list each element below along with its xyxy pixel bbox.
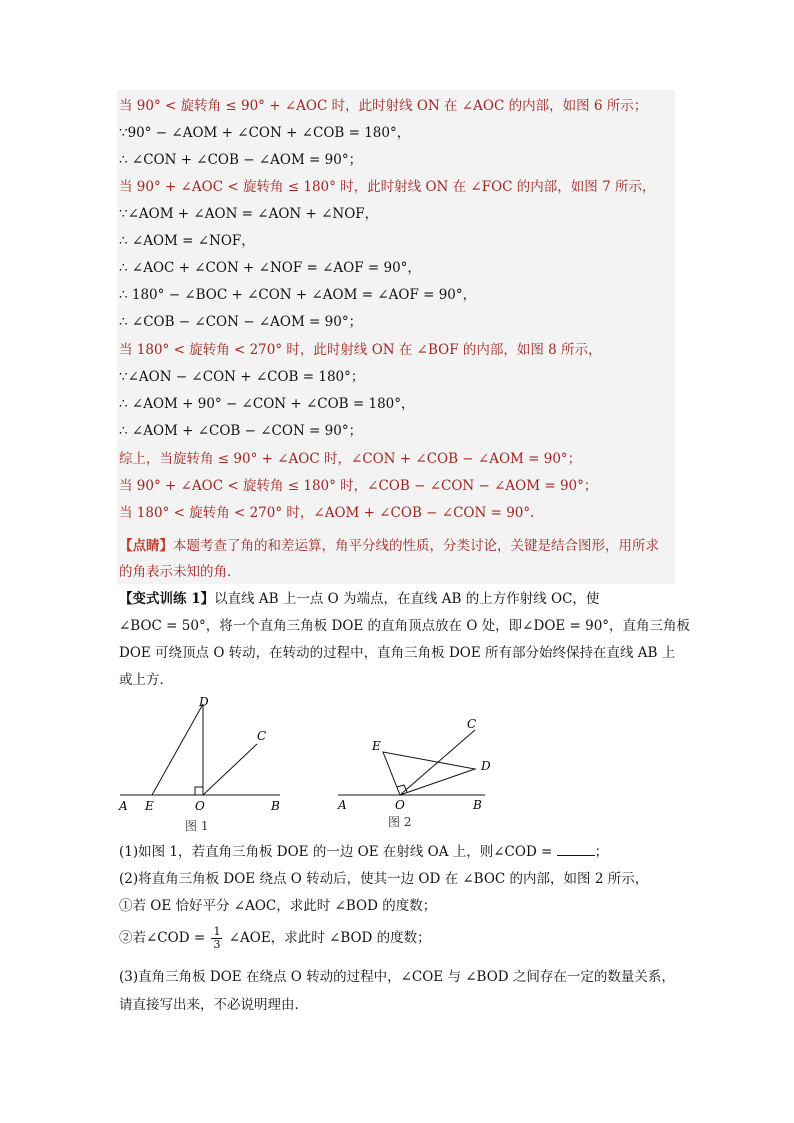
question-2: (2)将直角三角板 DOE 绕点 O 转动后，使其一边 OD 在 ∠BOC 的内部，如图 2 所示， (119, 871, 649, 887)
question-1-text: (1)如图 1，若直角三角板 DOE 的一边 OE 在射线 OA 上，则∠COD = (119, 844, 553, 860)
fraction-numerator: 1 (213, 925, 221, 938)
fig1-label-e: E (145, 799, 154, 813)
fig1-label-a: A (119, 799, 128, 813)
solution-line: 当 180° < 旋转角 < 270° 时，此时射线 ON 在 ∠BOF 的内部，如图 8 所示， (119, 342, 602, 358)
solution-line: ∴ ∠COB − ∠CON − ∠AOM = 90°； (119, 314, 363, 330)
fig2-triangle-doe (383, 752, 475, 795)
fraction-denominator: 3 (213, 938, 221, 951)
fig1-segment-ed (152, 704, 203, 795)
fig1-label-b: B (271, 799, 280, 813)
solution-line: ∴ 180° − ∠BOC + ∠CON + ∠AOM = ∠AOF = 90°， (119, 287, 477, 303)
exercise-line-3: DOE 可绕顶点 O 转动，在转动的过程中，直角三角板 DOE 所有部分始终保持在直线 AB 上 (119, 645, 676, 661)
solution-line: ∴ ∠AOM + 90° − ∠CON + ∠COB = 180°， (119, 396, 415, 412)
question-2a: ①若 OE 恰好平分 ∠AOC，求此时 ∠BOD 的度数； (119, 898, 437, 914)
answer-blank[interactable] (557, 843, 595, 856)
solution-line: 综上，当旋转角 ≤ 90° + ∠AOC 时，∠CON + ∠COB − ∠AOM = 90°； (119, 451, 582, 467)
question-2b-suffix: ∠AOE，求此时 ∠BOD 的度数； (228, 930, 431, 946)
question-3-line-1: (3)直角三角板 DOE 在绕点 O 转动的过程中，∠COE 与 ∠BOD 之间存在一定的数量关系， (119, 969, 675, 985)
fig2-label-b: B (473, 798, 482, 812)
solution-line: ∴ ∠AOM = ∠NOF， (119, 233, 255, 249)
question-2b (119, 926, 431, 951)
fig1-label-d: D (199, 695, 209, 709)
solution-line: 当 180° < 旋转角 < 270° 时，∠AOM + ∠COB − ∠CON = 90°． (119, 505, 544, 521)
exercise-line-1 (119, 590, 599, 608)
figure-2 (335, 712, 510, 822)
solution-line: ∵∠AON − ∠CON + ∠COB = 180°； (119, 369, 365, 385)
solution-line: 当 90° + ∠AOC < 旋转角 ≤ 180° 时，此时射线 ON 在 ∠FOC 的内部，如图 7 所示， (119, 179, 656, 195)
figure-1-caption: 图 1 (185, 819, 209, 833)
fraction-one-third (211, 926, 222, 951)
solution-line: 当 90° < 旋转角 ≤ 90° + ∠AOC 时，此时射线 ON 在 ∠AOC 的内部，如图 6 所示； (119, 98, 648, 114)
solution-line: ∴ ∠CON + ∠COB − ∠AOM = 90°； (119, 152, 363, 168)
fig1-label-o: O (195, 799, 205, 813)
question-1 (119, 843, 608, 861)
exercise-tag: 【变式训练 1】 (119, 591, 215, 607)
remark-line-1 (119, 537, 659, 555)
exercise-line-2: ∠BOC = 50°，将一个直角三角板 DOE 的直角顶点放在 O 处，即∠DOE = 90°，直角三角板 (119, 618, 691, 634)
fig1-ray-oc (203, 744, 257, 795)
fig2-label-c: C (467, 717, 477, 731)
fig2-label-d: D (481, 759, 491, 773)
figure-1 (115, 692, 305, 827)
solution-line: 当 90° + ∠AOC < 旋转角 ≤ 180° 时，∠COB − ∠CON − ∠AOM = 90°； (119, 478, 598, 494)
solution-line: ∴ ∠AOM + ∠COB − ∠CON = 90°； (119, 423, 363, 439)
fig2-label-o: O (395, 798, 405, 812)
fig2-label-e: E (372, 739, 381, 753)
solution-line: ∴ ∠AOC + ∠CON + ∠NOF = ∠AOF = 90°， (119, 260, 421, 276)
remark-tag: 【点睛】 (119, 538, 173, 554)
question-1-suffix: ； (594, 844, 609, 860)
fig1-label-c: C (257, 729, 267, 743)
question-3-line-2: 请直接写出来，不必说明理由． (119, 997, 308, 1013)
solution-line: ∵90° − ∠AOM + ∠CON + ∠COB = 180°， (119, 125, 411, 141)
exercise-line-4: 或上方． (119, 672, 173, 688)
question-2b-prefix: ②若∠COD = (119, 930, 206, 946)
exercise-text-1: 以直线 AB 上一点 O 为端点，在直线 AB 的上方作射线 OC，使 (214, 591, 600, 607)
figure-2-caption: 图 2 (388, 815, 412, 829)
fig1-right-angle-mark (195, 787, 203, 795)
fig2-label-a: A (338, 798, 347, 812)
remark-line-2: 的角表示未知的角． (119, 564, 241, 580)
remark-text-1: 本题考查了角的和差运算，角平分线的性质，分类讨论，关键是结合图形，用所求 (173, 538, 659, 554)
solution-line: ∵∠AOM + ∠AON = ∠AON + ∠NOF， (119, 206, 379, 222)
